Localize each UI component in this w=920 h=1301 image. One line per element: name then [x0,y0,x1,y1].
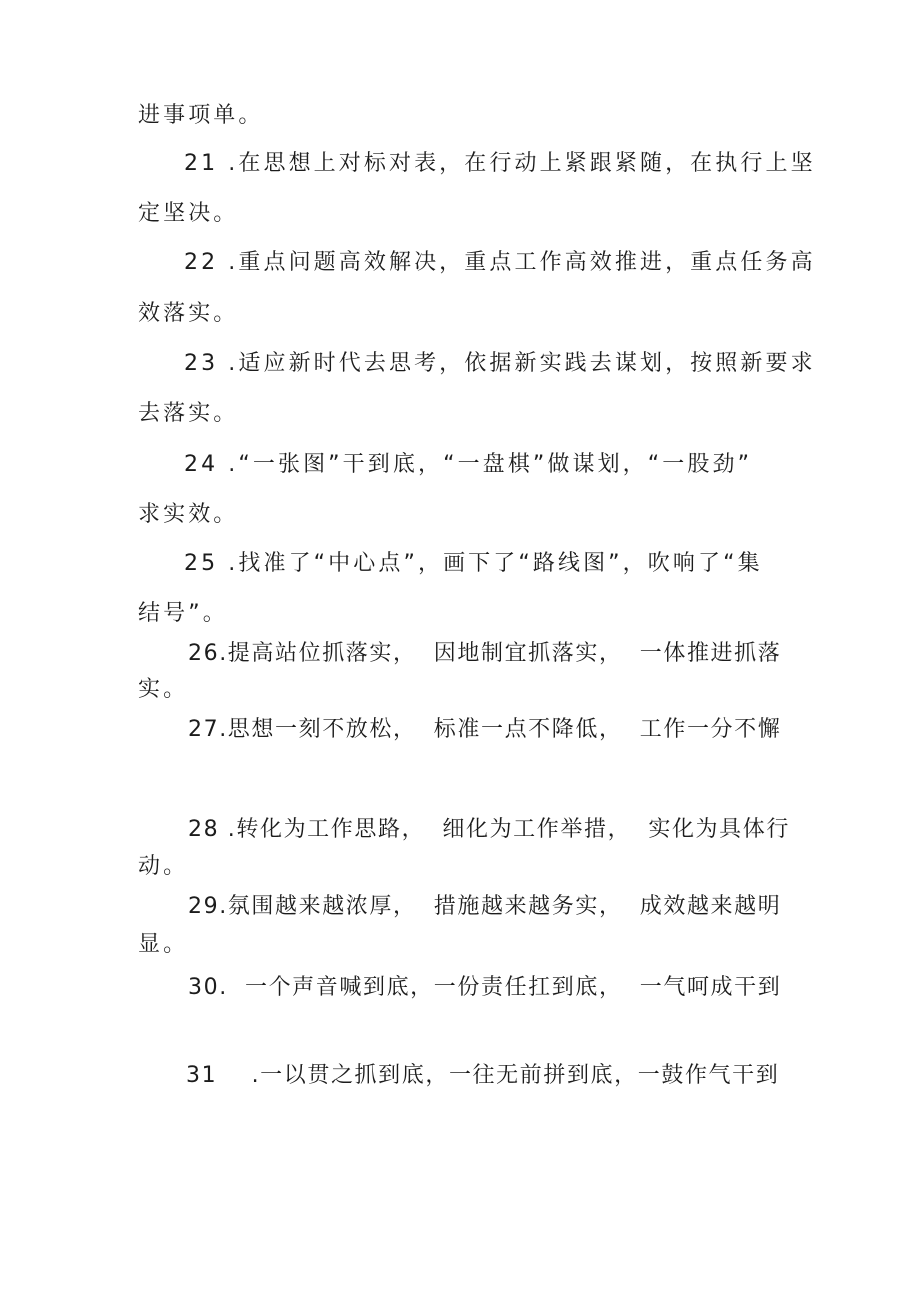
text-line: 显。 [138,932,189,957]
list-item-30: 30. 一个声音喊到底，一份责任扛到底， 一气呵成干到 [188,975,782,1000]
text-line: 定坚决。 [138,201,239,226]
list-item-24: 24 .“一张图”干到底，“一盘棋”做谋划，“一股劲” [184,452,753,477]
text-line: 效落实。 [138,301,239,326]
text-line: 进事项单。 [138,103,264,128]
text-line: 去落实。 [138,401,239,426]
list-item-31: 31 .一以贯之抓到底，一往无前拼到底，一鼓作气干到 [186,1063,780,1088]
text-line: 实。 [138,677,189,702]
list-item-21: 21 .在思想上对标对表，在行动上紧跟紧随，在执行上坚 [184,151,816,176]
list-item-22: 22 .重点问题高效解决，重点工作高效推进，重点任务高 [184,250,816,275]
text-line: 求实效。 [138,502,239,527]
list-item-25: 25 .找准了“中心点”，画下了“路线图”，吹响了“集 [184,551,763,576]
list-item-26: 26.提高站位抓落实， 因地制宜抓落实， 一体推进抓落 [188,641,782,666]
list-item-23: 23 .适应新时代去思考，依据新实践去谋划，按照新要求 [184,351,816,376]
list-item-27: 27.思想一刻不放松， 标准一点不降低， 工作一分不懈 [188,717,782,742]
text-line: 结号”。 [138,601,228,626]
text-line: 动。 [138,854,189,879]
list-item-28: 28 .转化为工作思路， 细化为工作举措， 实化为具体行 [188,817,790,842]
list-item-29: 29.氛围越来越浓厚， 措施越来越务实， 成效越来越明 [188,894,782,919]
